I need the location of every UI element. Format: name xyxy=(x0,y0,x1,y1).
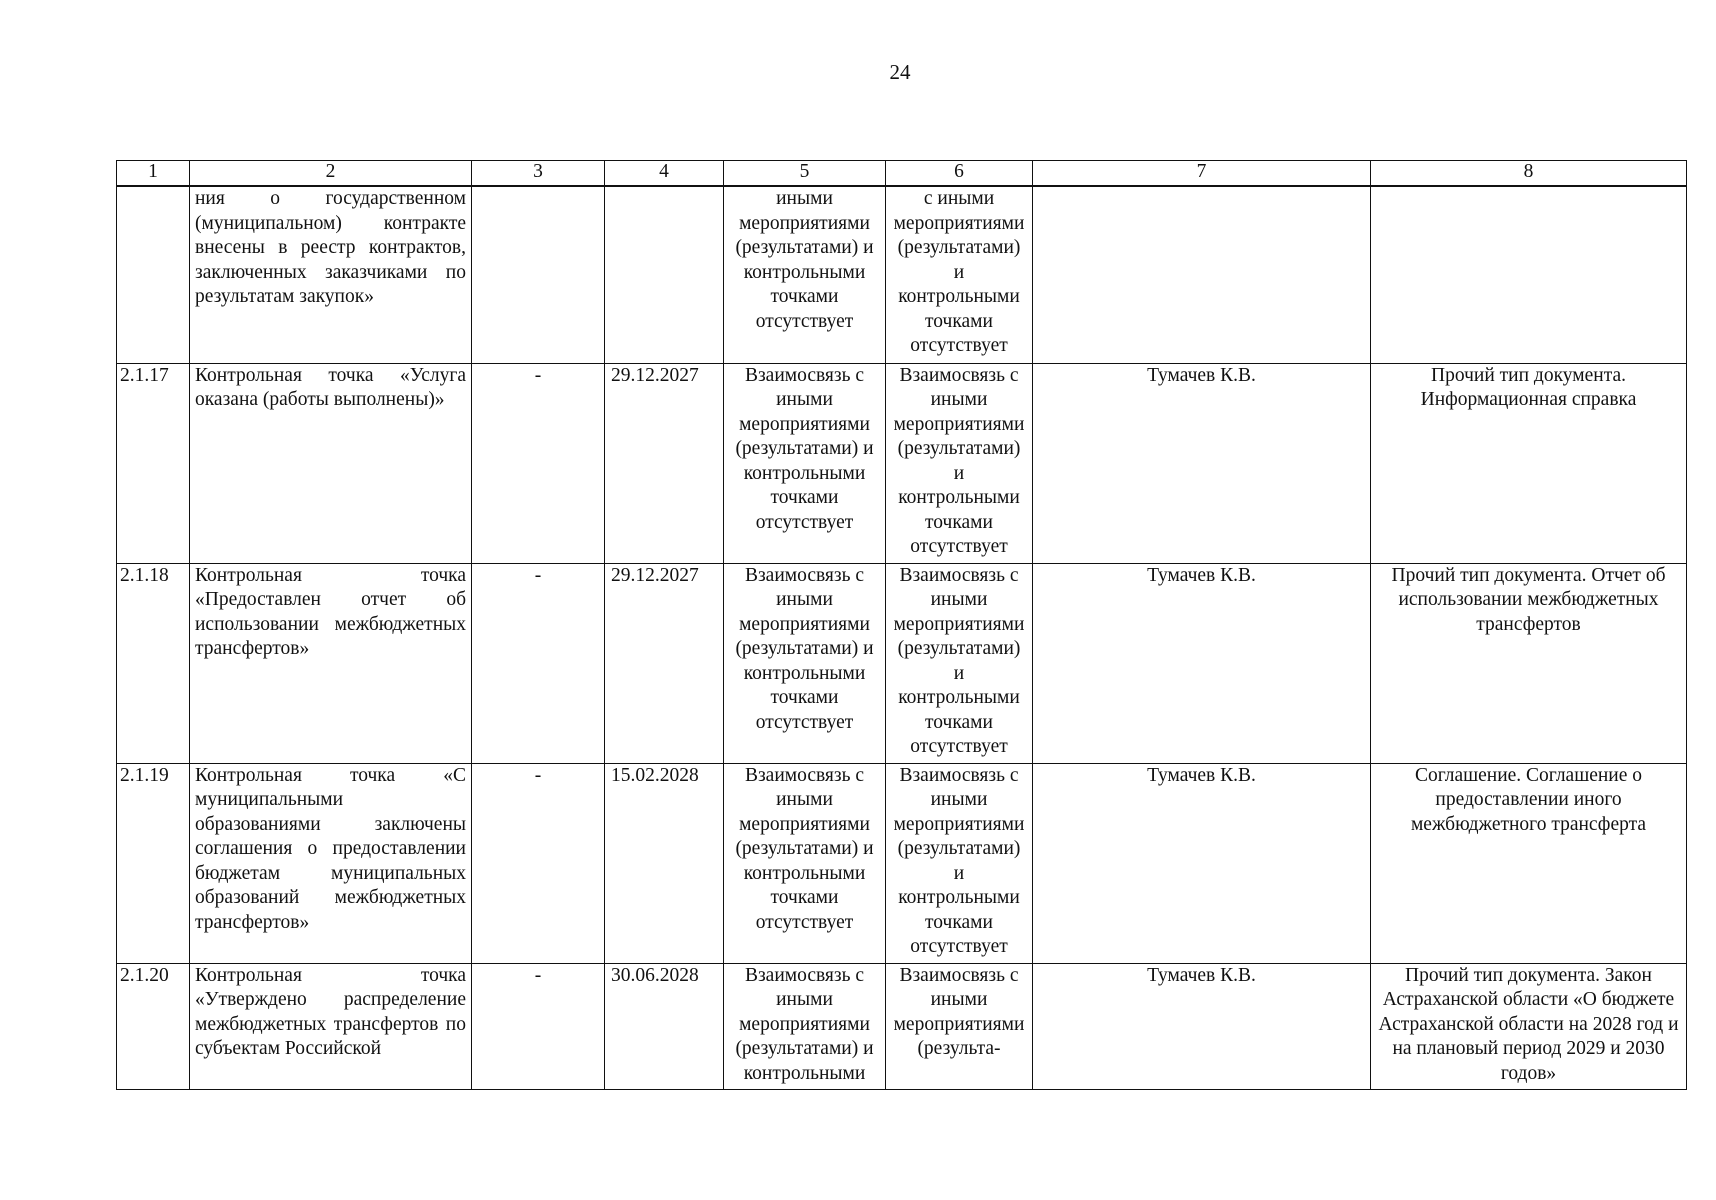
relation-col5: Взаимосвязь с иными мероприятиями (результатами) и контрольными точками отсутствует xyxy=(724,763,886,963)
header-col-1: 1 xyxy=(117,161,190,187)
header-col-8: 8 xyxy=(1371,161,1687,187)
relation-col5: Взаимосвязь с иными мероприятиями (результатами) и контрольными точками отсутствует xyxy=(724,363,886,563)
control-point-name: Контрольная точка «С муниципальными образованиями заключены соглашения о предоставлении бюджетам муниципальных образований межбюджетных трансфертов» xyxy=(190,763,472,963)
due-date: 15.02.2028 xyxy=(605,763,724,963)
row-number: 2.1.19 xyxy=(117,763,190,963)
col3-value: - xyxy=(472,763,605,963)
header-col-3: 3 xyxy=(472,161,605,187)
table-row xyxy=(117,963,1687,1089)
relation-col6: с иными мероприятиями (результатами) и контрольными точками отсутствует xyxy=(886,186,1033,363)
page-number: 24 xyxy=(889,60,911,84)
relation-col6: Взаимосвязь с иными мероприятиями (результа- xyxy=(886,963,1033,1089)
document-type: Прочий тип документа. Закон Астраханской области «О бюджете Астраханской области на 2028 год и на плановый период 2029 и 2030 годов» xyxy=(1371,963,1687,1089)
control-point-name: ния о государственном (муниципальном) контракте внесены в реестр контрактов, заключенных заказчиками по результатам закупок» xyxy=(190,186,472,363)
header-col-6: 6 xyxy=(886,161,1033,187)
responsible-person xyxy=(1033,186,1371,363)
table-row xyxy=(117,363,1687,563)
document-type: Прочий тип документа. Информационная справка xyxy=(1371,363,1687,563)
relation-col5: Взаимосвязь с иными мероприятиями (результатами) и контрольными xyxy=(724,963,886,1089)
relation-col6: Взаимосвязь с иными мероприятиями (результатами) и контрольными точками отсутствует xyxy=(886,363,1033,563)
row-number xyxy=(117,186,190,363)
due-date: 30.06.2028 xyxy=(605,963,724,1089)
document-type: Соглашение. Соглашение о предоставлении иного межбюджетного трансферта xyxy=(1371,763,1687,963)
row-number: 2.1.20 xyxy=(117,963,190,1089)
header-col-5: 5 xyxy=(724,161,886,187)
row-number: 2.1.17 xyxy=(117,363,190,563)
header-col-2: 2 xyxy=(190,161,472,187)
header-row xyxy=(117,161,1687,187)
relation-col6: Взаимосвязь с иными мероприятиями (результатами) и контрольными точками отсутствует xyxy=(886,763,1033,963)
document-type: Прочий тип документа. Отчет об использовании межбюджетных трансфертов xyxy=(1371,563,1687,763)
responsible-person: Тумачев К.В. xyxy=(1033,963,1371,1089)
table-row xyxy=(117,763,1687,963)
table-body xyxy=(117,186,1687,1089)
col3-value: - xyxy=(472,963,605,1089)
relation-col6: Взаимосвязь с иными мероприятиями (результатами) и контрольными точками отсутствует xyxy=(886,563,1033,763)
table-header xyxy=(117,161,1687,187)
due-date: 29.12.2027 xyxy=(605,563,724,763)
due-date: 29.12.2027 xyxy=(605,363,724,563)
col3-value: - xyxy=(472,563,605,763)
due-date xyxy=(605,186,724,363)
table-row xyxy=(117,563,1687,763)
control-point-name: Контрольная точка «Услуга оказана (работы выполнены)» xyxy=(190,363,472,563)
control-point-name: Контрольная точка «Предоставлен отчет об использовании межбюджетных трансфертов» xyxy=(190,563,472,763)
responsible-person: Тумачев К.В. xyxy=(1033,363,1371,563)
relation-col5: Взаимосвязь с иными мероприятиями (результатами) и контрольными точками отсутствует xyxy=(724,563,886,763)
table-row xyxy=(117,186,1687,363)
header-col-7: 7 xyxy=(1033,161,1371,187)
col3-value xyxy=(472,186,605,363)
responsible-person: Тумачев К.В. xyxy=(1033,763,1371,963)
col3-value: - xyxy=(472,363,605,563)
responsible-person: Тумачев К.В. xyxy=(1033,563,1371,763)
header-col-4: 4 xyxy=(605,161,724,187)
document-type xyxy=(1371,186,1687,363)
control-point-name: Контрольная точка «Утверждено распределение межбюджетных трансфертов по субъектам Российской xyxy=(190,963,472,1089)
control-points-table xyxy=(116,160,1687,1090)
relation-col5: иными мероприятиями (результатами) и контрольными точками отсутствует xyxy=(724,186,886,363)
row-number: 2.1.18 xyxy=(117,563,190,763)
